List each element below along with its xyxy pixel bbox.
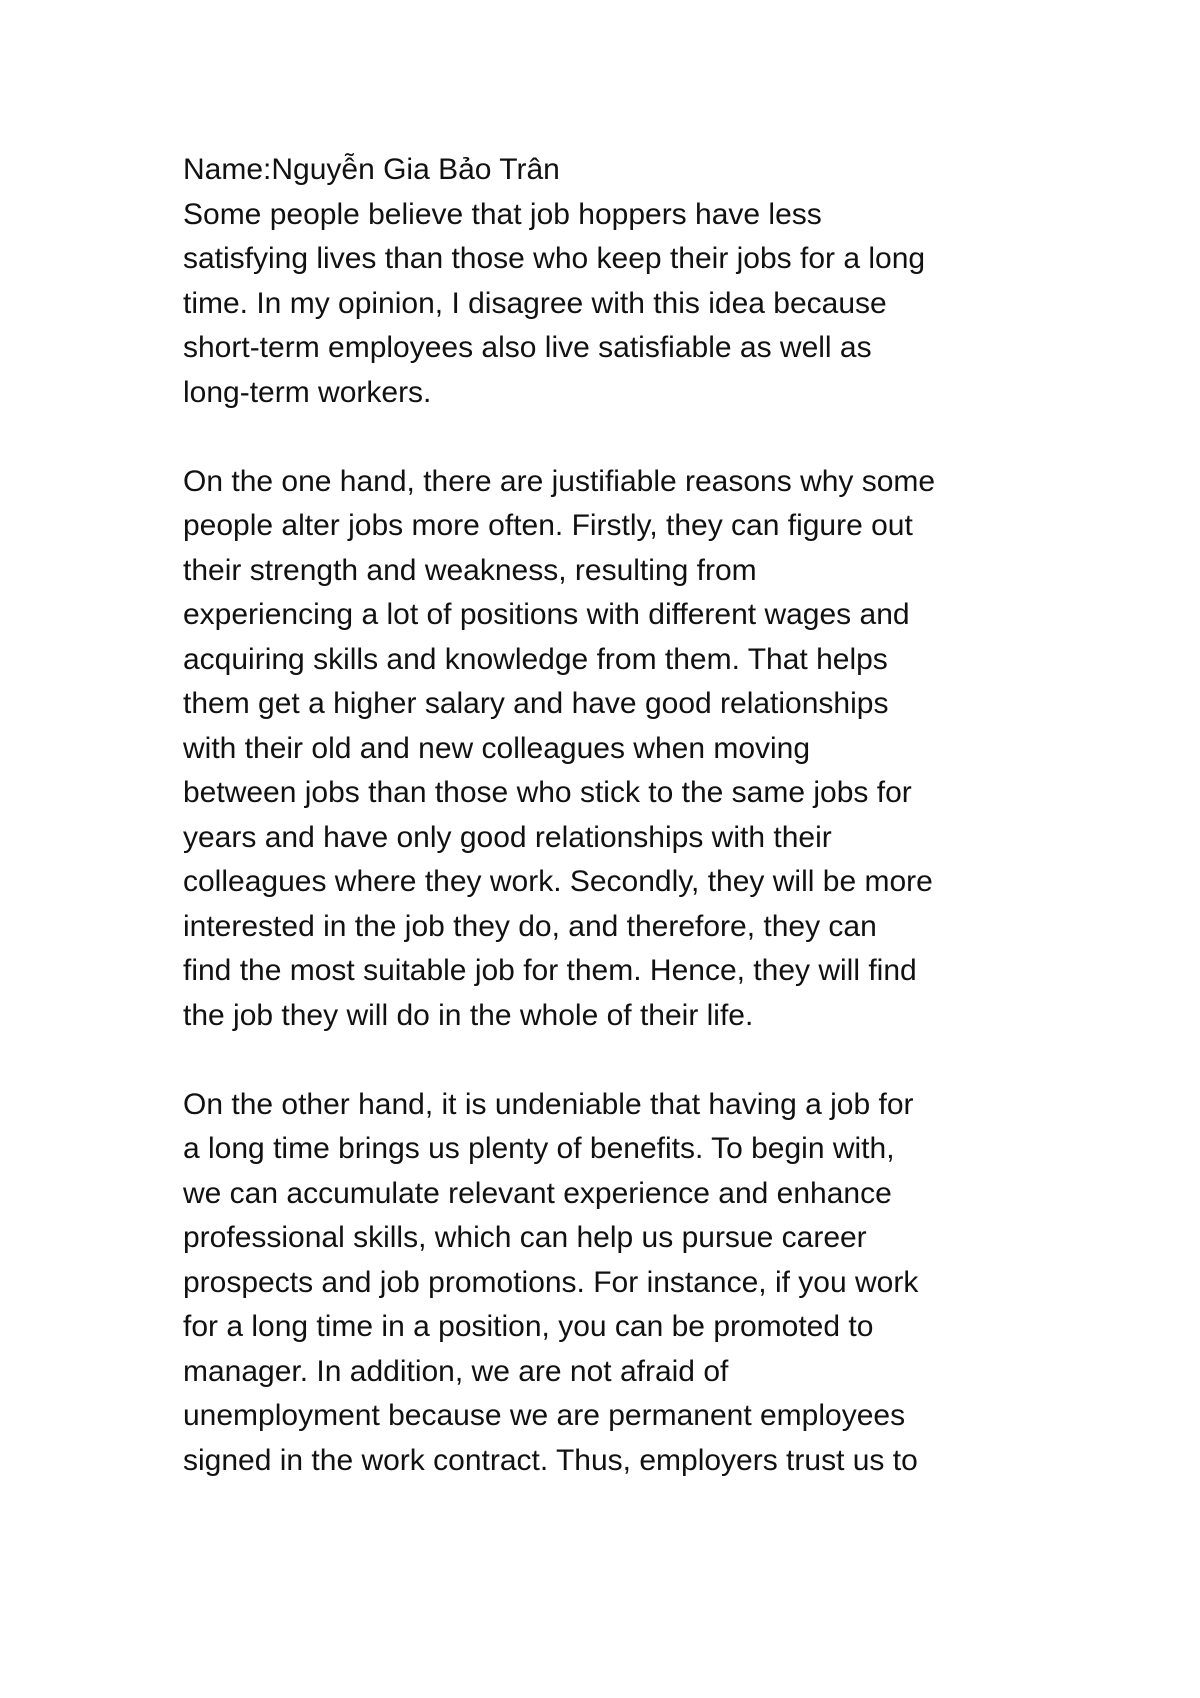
- paragraph-3-line: signed in the work contract. Thus, employers trust us to: [183, 1443, 918, 1477]
- paragraph-1-line: satisfying lives than those who keep their jobs for a long: [183, 242, 926, 275]
- paragraph-1-line: long-term workers.: [183, 375, 432, 409]
- paragraph-1-line: Some people believe that job hoppers have less: [183, 197, 822, 231]
- paragraph-3-line: we can accumulate relevant experience and enhance: [183, 1176, 892, 1210]
- paragraph-1-line: short-term employees also live satisfiable as well as: [183, 331, 872, 364]
- paragraph-3: [183, 1083, 1063, 1484]
- paragraph-3-line: a long time brings us plenty of benefits. To begin with,: [183, 1132, 895, 1165]
- paragraph-2-line: with their old and new colleagues when moving: [183, 731, 811, 765]
- paragraph-3-line: unemployment because we are permanent employees: [183, 1399, 906, 1432]
- paragraph-2-line: interested in the job they do, and therefore, they can: [183, 909, 877, 943]
- paragraph-2-line: experiencing a lot of positions with different wages and: [183, 598, 910, 631]
- name-line: Name:Nguyễn Gia Bảo Trân: [183, 153, 560, 186]
- paragraph-1-line: time. In my opinion, I disagree with this idea because: [183, 286, 887, 320]
- paragraph-2-line: them get a higher salary and have good relationships: [183, 687, 889, 720]
- paragraph-2-line: colleagues where they work. Secondly, they will be more: [183, 865, 933, 898]
- paragraph-2-line: their strength and weakness, resulting from: [183, 553, 757, 587]
- paragraph-2-line: find the most suitable job for them. Hence, they will find: [183, 954, 917, 987]
- paragraph-gap: [183, 1038, 1063, 1083]
- paragraph-2: [183, 460, 1063, 1039]
- paragraph-3-line: On the other hand, it is undeniable that having a job for: [183, 1087, 914, 1121]
- paragraph-3-line: professional skills, which can help us pursue career: [183, 1221, 867, 1254]
- paragraph-2-line: On the one hand, there are justifiable reasons why some: [183, 464, 936, 498]
- paragraph-3-line: for a long time in a position, you can be promoted to: [183, 1310, 874, 1343]
- paragraph-3-line: manager. In addition, we are not afraid of: [183, 1354, 729, 1388]
- paragraph-gap: [183, 415, 1063, 460]
- paragraph-2-line: the job they will do in the whole of their life.: [183, 998, 754, 1032]
- paragraph-2-line: years and have only good relationships with their: [183, 820, 832, 854]
- essay-text: [183, 148, 1063, 1483]
- paragraph-3-line: prospects and job promotions. For instance, if you work: [183, 1265, 919, 1299]
- paragraph-2-line: people alter jobs more often. Firstly, they can figure out: [183, 509, 913, 542]
- paragraph-2-line: between jobs than those who stick to the same jobs for: [183, 776, 912, 809]
- paragraph-2-line: acquiring skills and knowledge from them. That helps: [183, 642, 888, 676]
- paragraph-1: [183, 193, 1063, 416]
